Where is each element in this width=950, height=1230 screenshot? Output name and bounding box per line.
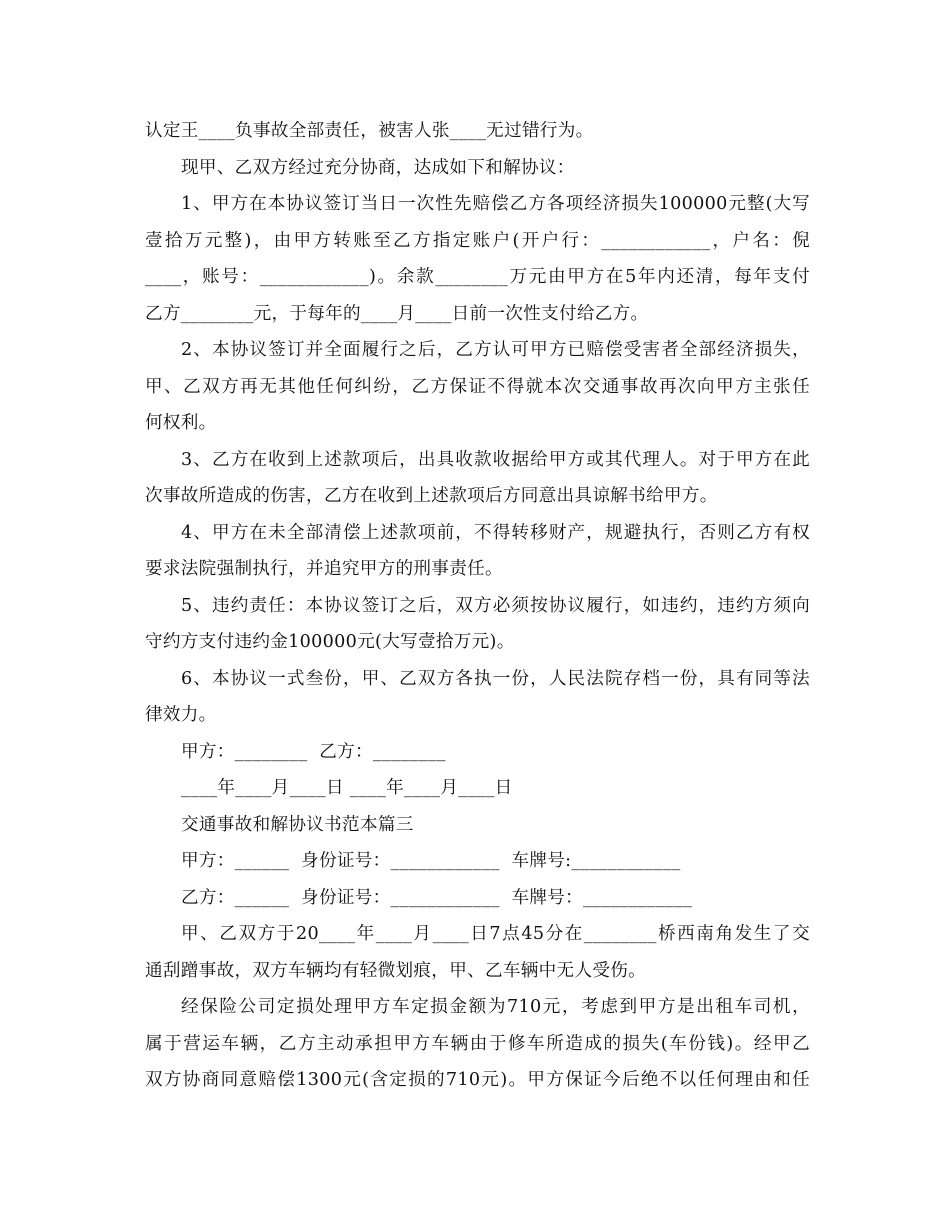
text-line: 何权利。 xyxy=(145,413,217,433)
text-line: 双方协商同意赔偿1300元(含定损的710元)。甲方保证今后绝不以任何理由和任 xyxy=(145,1070,810,1090)
text-line: 3、乙方在收到上述款项后，出具收款收据给甲方或其代理人。对于甲方在此 xyxy=(181,449,810,470)
text-line: 甲、乙双方再无其他任何纠纷，乙方保证不得就本次交通事故再次向甲方主张任 xyxy=(145,376,810,397)
text-line: 属于营运车辆，乙方主动承担甲方车辆由于修车所造成的损失(车份钱)。经甲乙 xyxy=(145,1033,810,1054)
text-line: 认定王____负事故全部责任，被害人张____无过错行为。 xyxy=(145,121,594,141)
text-line: ____，账号：____________)。余款________万元由甲方在5年内还清，每年支付 xyxy=(145,267,810,287)
document-page xyxy=(145,113,810,1099)
text-line: 壹拾万元整)，由甲方转账至乙方指定账户(开户行：____________，户名：倪 xyxy=(145,230,810,251)
text-line: 5、违约责任：本协议签订之后，双方必须按协议履行，如违约，违约方须向 xyxy=(181,595,810,616)
text-line: 2、本协议签订并全面履行之后，乙方认可甲方已赔偿受害者全部经济损失， xyxy=(181,340,810,360)
text-line: 乙方________元，于每年的____月____日前一次性支付给乙方。 xyxy=(145,303,649,324)
text-line: 1、甲方在本协议签订当日一次性先赔偿乙方各项经济损失100000元整(大写 xyxy=(181,194,810,214)
text-line: ____年____月____日 ____年____月____日 xyxy=(181,778,513,798)
text-line: 甲、乙双方于20____年____月____日7点45分在________桥西南角发生了交 xyxy=(181,924,810,944)
text-line: 通刮蹭事故，双方车辆均有轻微划痕，甲、乙车辆中无人受伤。 xyxy=(145,960,647,981)
text-line: 4、甲方在未全部清偿上述款项前，不得转移财产，规避执行，否则乙方有权 xyxy=(181,522,810,543)
text-line: 要求法院强制执行，并追究甲方的刑事责任。 xyxy=(145,559,503,579)
text-line: 甲方：______ 身份证号：____________ 车牌号:____________ xyxy=(181,851,681,871)
text-line: 交通事故和解协议书范本篇三 xyxy=(181,814,414,835)
text-line: 6、本协议一式叁份，甲、乙双方各执一份，人民法院存档一份，具有同等法 xyxy=(181,668,810,689)
text-line: 次事故所造成的伤害，乙方在收到上述款项后方同意出具谅解书给甲方。 xyxy=(145,486,718,506)
text-line: 乙方：______ 身份证号：____________ 车牌号：____________ xyxy=(181,887,693,908)
text-line: 律效力。 xyxy=(145,705,217,725)
text-line: 守约方支付违约金100000元(大写壹拾万元)。 xyxy=(145,632,515,652)
text-line: 现甲、乙双方经过充分协商，达成如下和解协议： xyxy=(181,157,575,178)
text-line: 经保险公司定损处理甲方车定损金额为710元，考虑到甲方是出租车司机， xyxy=(181,997,810,1017)
text-line: 甲方：________ 乙方：________ xyxy=(181,741,446,762)
